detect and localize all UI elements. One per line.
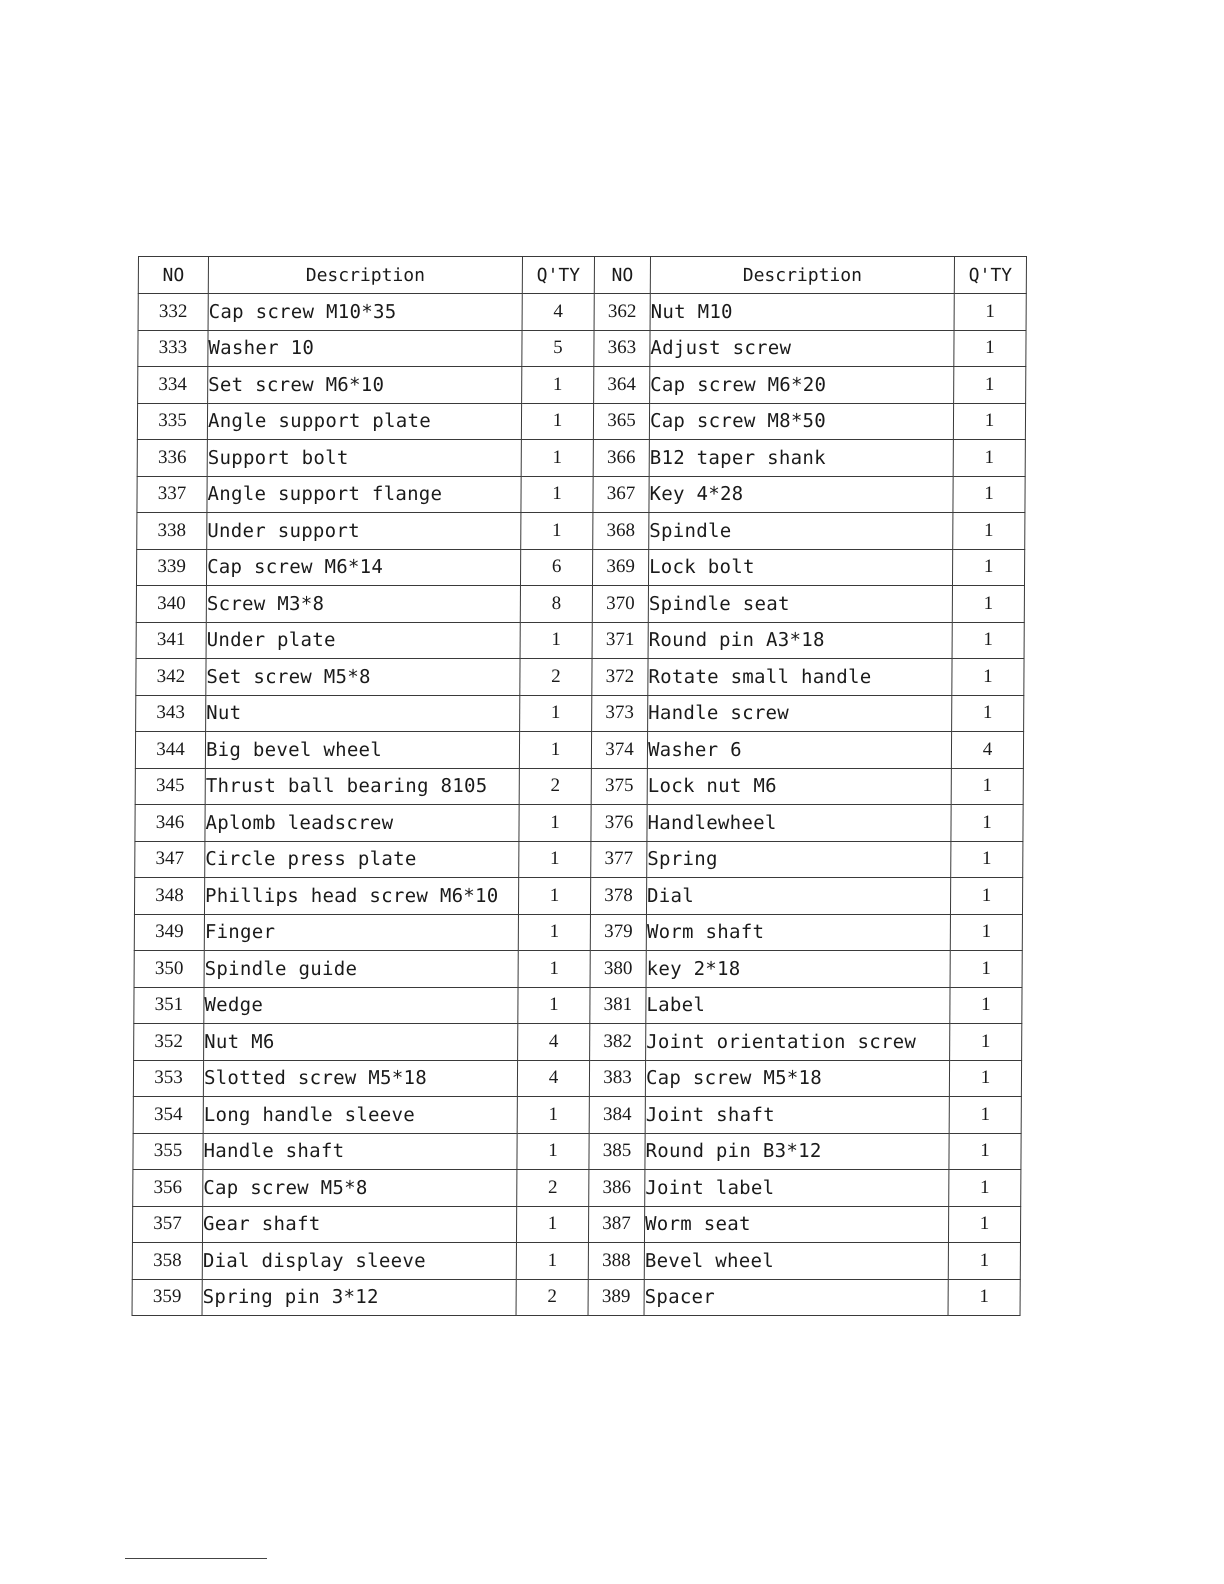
part-quantity: 1 [519, 805, 591, 842]
table-row [137, 476, 1025, 513]
part-quantity: 6 [520, 549, 592, 586]
part-quantity: 1 [518, 914, 590, 951]
part-description: Screw M3*8 [206, 586, 520, 623]
part-number: 372 [592, 659, 648, 696]
part-quantity: 1 [522, 367, 594, 404]
part-number: 378 [590, 878, 646, 915]
part-number: 337 [137, 476, 207, 513]
part-number: 388 [588, 1243, 644, 1280]
table-row [135, 805, 1023, 842]
part-number: 346 [135, 805, 205, 842]
part-number: 352 [134, 1024, 204, 1061]
part-description: Aplomb leadscrew [205, 805, 519, 842]
part-description: Phillips head screw M6*10 [204, 878, 518, 915]
part-quantity: 1 [516, 1206, 588, 1243]
part-number: 387 [588, 1206, 644, 1243]
part-description: Set screw M6*10 [208, 367, 522, 404]
part-quantity: 1 [948, 1206, 1020, 1243]
part-quantity: 1 [954, 330, 1026, 367]
table-row [132, 1243, 1020, 1280]
table-row [137, 513, 1025, 550]
part-number: 353 [133, 1060, 203, 1097]
part-quantity: 1 [950, 951, 1022, 988]
part-quantity: 1 [953, 440, 1025, 477]
table-row [132, 1279, 1020, 1316]
table-body [132, 294, 1026, 1316]
part-number: 342 [136, 659, 206, 696]
table-row [134, 914, 1022, 951]
part-description: key 2*18 [646, 951, 950, 988]
part-description: Spacer [644, 1279, 948, 1316]
part-quantity: 1 [520, 622, 592, 659]
part-quantity: 2 [516, 1279, 588, 1316]
part-description: Angle support flange [207, 476, 521, 513]
part-number: 345 [135, 768, 205, 805]
table-row [135, 732, 1023, 769]
part-number: 382 [590, 1024, 646, 1061]
part-description: Wedge [204, 987, 518, 1024]
part-description: Rotate small handle [648, 659, 952, 696]
table-row [137, 440, 1025, 477]
part-description: Nut [206, 695, 520, 732]
part-description: Label [646, 987, 950, 1024]
part-number: 359 [132, 1279, 202, 1316]
part-quantity: 1 [952, 549, 1024, 586]
header-no: NO [594, 257, 650, 294]
part-quantity: 1 [953, 403, 1025, 440]
header-description: Description [208, 257, 522, 294]
part-description: Set screw M5*8 [206, 659, 520, 696]
part-quantity: 1 [516, 1243, 588, 1280]
part-quantity: 1 [521, 440, 593, 477]
part-description: Washer 6 [647, 732, 951, 769]
part-number: 369 [592, 549, 648, 586]
part-number: 340 [136, 586, 206, 623]
part-quantity: 1 [949, 1170, 1021, 1207]
part-description: Dial display sleeve [202, 1243, 516, 1280]
part-description: Support bolt [207, 440, 521, 477]
part-description: Spindle guide [204, 951, 518, 988]
part-quantity: 4 [522, 294, 594, 331]
part-description: Joint shaft [645, 1097, 949, 1134]
part-description: Lock bolt [648, 549, 952, 586]
table-row [138, 367, 1026, 404]
table-row [136, 622, 1024, 659]
part-quantity: 1 [953, 476, 1025, 513]
part-description: Cap screw M10*35 [208, 294, 522, 331]
part-description: Handle screw [648, 695, 952, 732]
part-number: 362 [594, 294, 650, 331]
part-number: 332 [138, 294, 208, 331]
footnote-divider [125, 1558, 267, 1559]
table-header-row [138, 257, 1026, 294]
part-description: Under plate [206, 622, 520, 659]
part-quantity: 1 [951, 805, 1023, 842]
part-number: 336 [137, 440, 207, 477]
part-quantity: 1 [517, 1097, 589, 1134]
part-description: Key 4*28 [649, 476, 953, 513]
table-row [136, 659, 1024, 696]
part-number: 344 [135, 732, 205, 769]
part-number: 364 [594, 367, 650, 404]
part-description: Handlewheel [647, 805, 951, 842]
part-number: 350 [134, 951, 204, 988]
part-number: 377 [591, 841, 647, 878]
part-number: 355 [133, 1133, 203, 1170]
part-quantity: 1 [949, 1060, 1021, 1097]
part-number: 374 [591, 732, 647, 769]
part-description: Long handle sleeve [203, 1097, 517, 1134]
part-number: 335 [137, 403, 207, 440]
part-number: 366 [593, 440, 649, 477]
part-quantity: 8 [520, 586, 592, 623]
part-description: Cap screw M8*50 [649, 403, 953, 440]
part-description: Gear shaft [202, 1206, 516, 1243]
part-number: 370 [592, 586, 648, 623]
header-qty: Q'TY [522, 257, 594, 294]
part-quantity: 1 [517, 1133, 589, 1170]
part-description: Lock nut M6 [647, 768, 951, 805]
table-row [134, 987, 1022, 1024]
part-number: 371 [592, 622, 648, 659]
part-quantity: 5 [522, 330, 594, 367]
part-number: 373 [592, 695, 648, 732]
part-description: Spindle [649, 513, 953, 550]
table-row [138, 330, 1026, 367]
part-description: Big bevel wheel [205, 732, 519, 769]
part-quantity: 1 [518, 987, 590, 1024]
part-description: Finger [204, 914, 518, 951]
table-row [135, 841, 1023, 878]
part-number: 368 [593, 513, 649, 550]
part-description: Slotted screw M5*18 [203, 1060, 517, 1097]
part-quantity: 1 [949, 1097, 1021, 1134]
part-description: Spindle seat [648, 586, 952, 623]
part-quantity: 1 [952, 622, 1024, 659]
part-number: 363 [594, 330, 650, 367]
part-description: Spring [647, 841, 951, 878]
part-quantity: 1 [521, 513, 593, 550]
part-quantity: 1 [518, 951, 590, 988]
part-description: Round pin A3*18 [648, 622, 952, 659]
part-number: 380 [590, 951, 646, 988]
table-row [132, 1206, 1020, 1243]
part-quantity: 2 [520, 659, 592, 696]
parts-list-table [132, 256, 1027, 1316]
part-number: 375 [591, 768, 647, 805]
part-description: Bevel wheel [644, 1243, 948, 1280]
part-quantity: 2 [519, 768, 591, 805]
part-number: 385 [589, 1133, 645, 1170]
part-description: Nut M6 [204, 1024, 518, 1061]
part-description: Adjust screw [650, 330, 954, 367]
part-number: 381 [590, 987, 646, 1024]
part-description: Circle press plate [205, 841, 519, 878]
part-quantity: 1 [950, 878, 1022, 915]
part-number: 341 [136, 622, 206, 659]
part-description: Cap screw M5*18 [645, 1060, 949, 1097]
part-description: Dial [646, 878, 950, 915]
part-quantity: 1 [951, 768, 1023, 805]
part-quantity: 1 [953, 513, 1025, 550]
part-number: 347 [135, 841, 205, 878]
table-row [133, 1133, 1021, 1170]
part-description: Cap screw M5*8 [203, 1170, 517, 1207]
table-row [135, 768, 1023, 805]
part-description: Round pin B3*12 [645, 1133, 949, 1170]
part-description: B12 taper shank [649, 440, 953, 477]
header-description: Description [650, 257, 954, 294]
table-row [133, 1170, 1021, 1207]
part-number: 358 [132, 1243, 202, 1280]
part-quantity: 1 [948, 1279, 1020, 1316]
table-row [136, 586, 1024, 623]
part-number: 356 [133, 1170, 203, 1207]
part-quantity: 1 [952, 659, 1024, 696]
part-number: 334 [138, 367, 208, 404]
part-quantity: 1 [521, 403, 593, 440]
table-row [137, 403, 1025, 440]
part-description: Worm seat [644, 1206, 948, 1243]
part-quantity: 1 [948, 1243, 1020, 1280]
part-number: 389 [588, 1279, 644, 1316]
table-row [136, 549, 1024, 586]
part-number: 348 [134, 878, 204, 915]
part-quantity: 4 [518, 1024, 590, 1061]
part-quantity: 1 [518, 878, 590, 915]
table-row [133, 1060, 1021, 1097]
part-quantity: 2 [517, 1170, 589, 1207]
part-quantity: 1 [954, 294, 1026, 331]
part-number: 349 [134, 914, 204, 951]
part-number: 354 [133, 1097, 203, 1134]
part-quantity: 1 [949, 1133, 1021, 1170]
part-number: 384 [589, 1097, 645, 1134]
part-description: Cap screw M6*14 [206, 549, 520, 586]
part-description: Nut M10 [650, 294, 954, 331]
part-description: Under support [207, 513, 521, 550]
part-number: 365 [593, 403, 649, 440]
part-number: 357 [132, 1206, 202, 1243]
part-quantity: 1 [950, 1024, 1022, 1061]
table-row [138, 294, 1026, 331]
part-number: 376 [591, 805, 647, 842]
table-row [134, 951, 1022, 988]
table-row [136, 695, 1024, 732]
part-description: Thrust ball bearing 8105 [205, 768, 519, 805]
part-quantity: 1 [519, 732, 591, 769]
part-description: Worm shaft [646, 914, 950, 951]
part-number: 386 [589, 1170, 645, 1207]
part-number: 351 [134, 987, 204, 1024]
table-row [133, 1097, 1021, 1134]
part-quantity: 1 [952, 586, 1024, 623]
part-quantity: 1 [954, 367, 1026, 404]
part-quantity: 1 [520, 695, 592, 732]
table-row [134, 1024, 1022, 1061]
part-number: 338 [137, 513, 207, 550]
part-description: Angle support plate [207, 403, 521, 440]
part-quantity: 1 [521, 476, 593, 513]
part-quantity: 1 [519, 841, 591, 878]
part-number: 343 [136, 695, 206, 732]
part-description: Joint label [645, 1170, 949, 1207]
part-number: 383 [589, 1060, 645, 1097]
part-number: 339 [136, 549, 206, 586]
part-description: Cap screw M6*20 [650, 367, 954, 404]
part-quantity: 1 [950, 914, 1022, 951]
table-row [134, 878, 1022, 915]
header-qty: Q'TY [954, 257, 1026, 294]
part-number: 379 [590, 914, 646, 951]
part-description: Spring pin 3*12 [202, 1279, 516, 1316]
part-quantity: 1 [952, 695, 1024, 732]
part-quantity: 1 [950, 987, 1022, 1024]
part-quantity: 4 [517, 1060, 589, 1097]
part-description: Washer 10 [208, 330, 522, 367]
header-no: NO [138, 257, 208, 294]
part-quantity: 4 [951, 732, 1023, 769]
part-number: 367 [593, 476, 649, 513]
part-quantity: 1 [951, 841, 1023, 878]
part-number: 333 [138, 330, 208, 367]
part-description: Handle shaft [203, 1133, 517, 1170]
part-description: Joint orientation screw [646, 1024, 950, 1061]
